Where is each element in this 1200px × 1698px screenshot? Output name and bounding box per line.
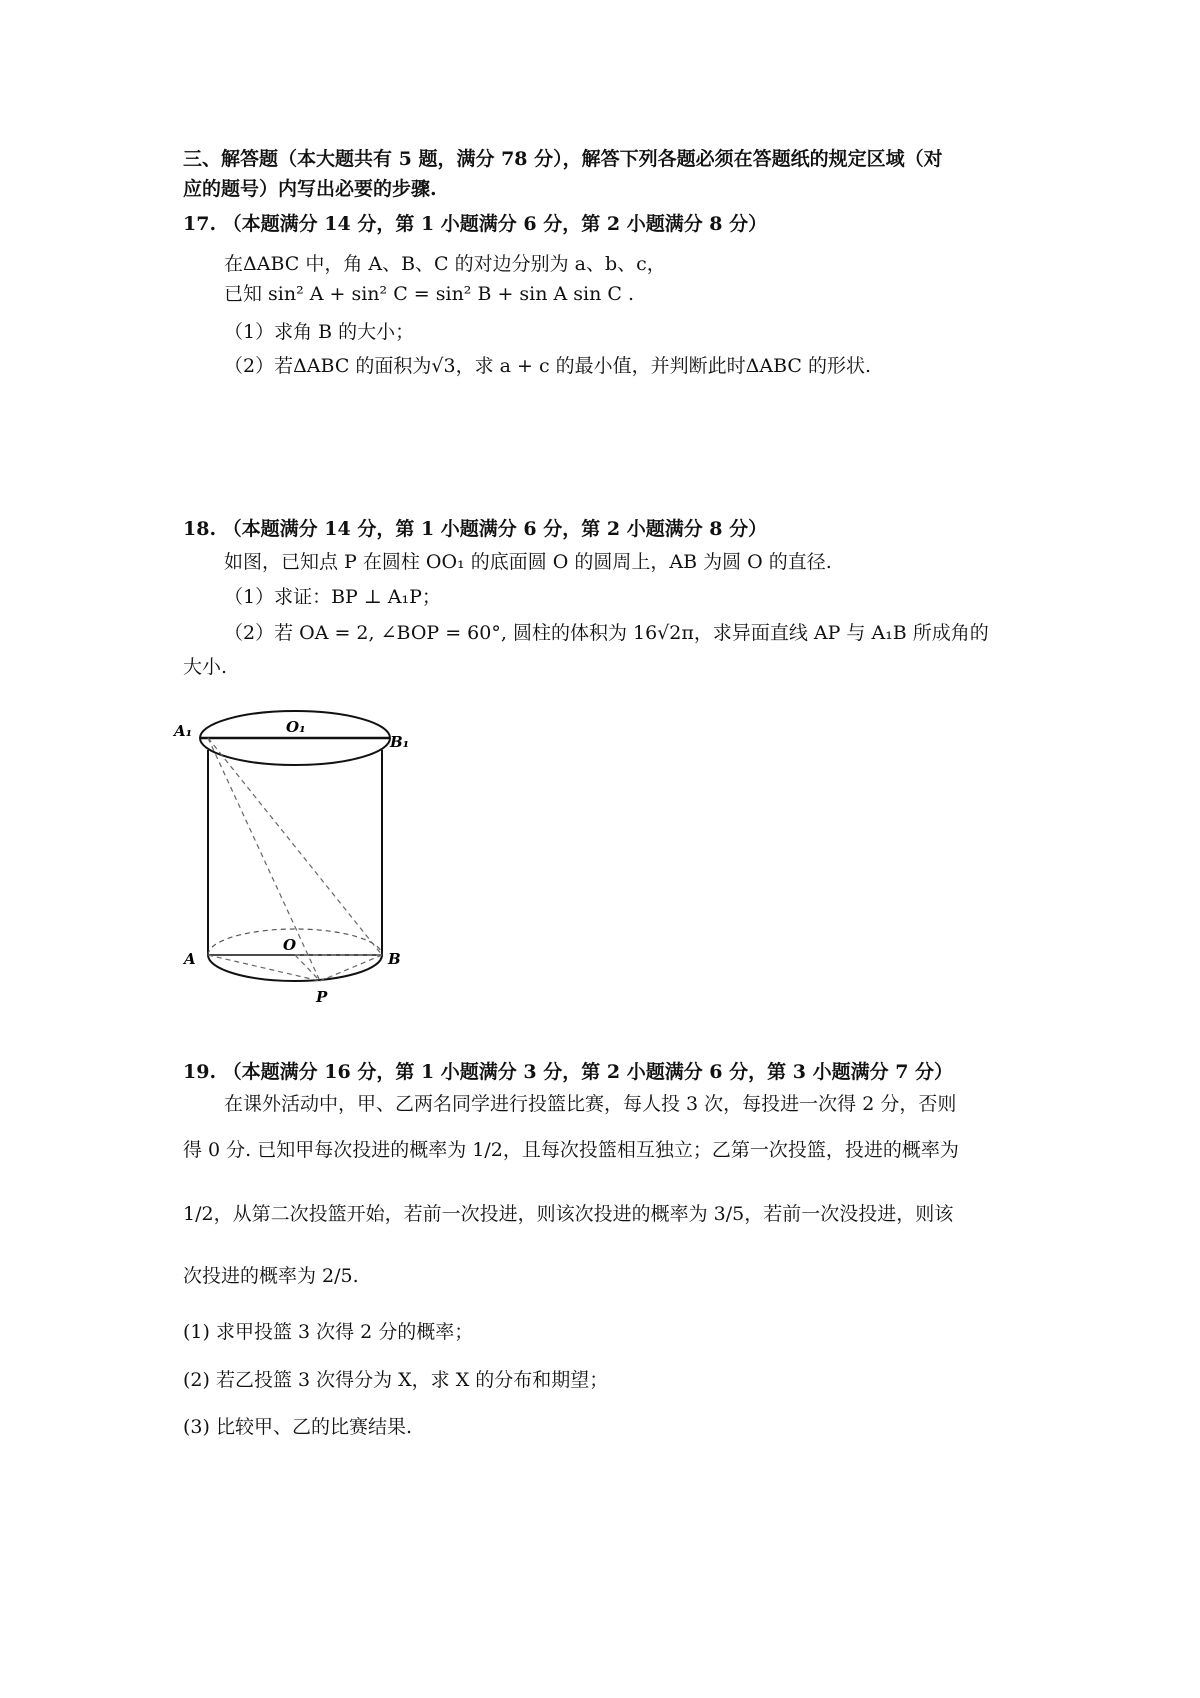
- q19-part-3: (3) 比较甲、乙的比赛结果.: [183, 1416, 412, 1438]
- segment-op: [295, 955, 320, 981]
- label-p: P: [316, 988, 328, 1006]
- q18-line-1: 如图，已知点 P 在圆柱 OO₁ 的底面圆 O 的圆周上，AB 为圆 O 的直径.: [224, 551, 832, 573]
- cylinder-figure: [174, 700, 440, 1015]
- section-title-line-1: 三、解答题（本大题共有 5 题，满分 78 分），解答下列各题必须在答题纸的规定区域（对: [183, 148, 943, 170]
- label-a: A: [184, 950, 196, 968]
- q19-line-3: 1/2，从第二次投篮开始，若前一次投进，则该次投进的概率为 3/5，若前一次没投进，则该: [183, 1203, 954, 1225]
- q19-part-1: (1) 求甲投篮 3 次得 2 分的概率；: [183, 1321, 474, 1343]
- q18-part-2-cont: 大小.: [183, 656, 228, 678]
- q18-part-2: （2）若 OA = 2, ∠BOP = 60°, 圆柱的体积为 16√2π，求异面直线 AP 与 A₁B 所成角的: [224, 622, 989, 644]
- label-a1: A₁: [174, 722, 193, 740]
- q19-part-2: (2) 若乙投篮 3 次得分为 X，求 X 的分布和期望；: [183, 1369, 609, 1391]
- q18-header: 18. （本题满分 14 分，第 1 小题满分 6 分，第 2 小题满分 8 分）: [183, 518, 768, 540]
- segment-a1p: [208, 738, 320, 981]
- q18-part-1: （1）求证：BP ⊥ A₁P；: [224, 586, 441, 608]
- q17-part-2: （2）若ΔABC 的面积为√3，求 a + c 的最小值，并判断此时ΔABC 的形状.: [224, 355, 872, 377]
- section-title-line-2: 应的题号）内写出必要的步骤.: [183, 178, 437, 200]
- segment-ap: [208, 955, 320, 981]
- label-o: O: [283, 936, 297, 954]
- q19-line-4: 次投进的概率为 2/5.: [183, 1265, 359, 1287]
- segment-bp: [320, 955, 382, 981]
- label-b: B: [388, 950, 401, 968]
- label-b1: B₁: [390, 733, 410, 751]
- q17-line-2: 已知 sin² A + sin² C = sin² B + sin A sin C .: [224, 283, 635, 305]
- segment-a1b: [208, 738, 382, 955]
- q17-part-1: （1）求角 B 的大小；: [224, 321, 415, 343]
- q19-line-2: 得 0 分. 已知甲每次投进的概率为 1/2，且每次投篮相互独立；乙第一次投篮，投进的概率为: [183, 1139, 959, 1161]
- q17-header: 17. （本题满分 14 分，第 1 小题满分 6 分，第 2 小题满分 8 分）: [183, 213, 768, 235]
- label-o1: O₁: [286, 718, 306, 736]
- q19-line-1: 在课外活动中，甲、乙两名同学进行投篮比赛，每人投 3 次，每投进一次得 2 分，否则: [224, 1093, 957, 1115]
- bottom-circle-front: [208, 955, 382, 981]
- q19-header: 19. （本题满分 16 分，第 1 小题满分 3 分，第 2 小题满分 6 分，第 3 小题满分 7 分）: [183, 1061, 954, 1083]
- q17-line-1: 在ΔABC 中，角 A、B、C 的对边分别为 a、b、c，: [224, 253, 666, 275]
